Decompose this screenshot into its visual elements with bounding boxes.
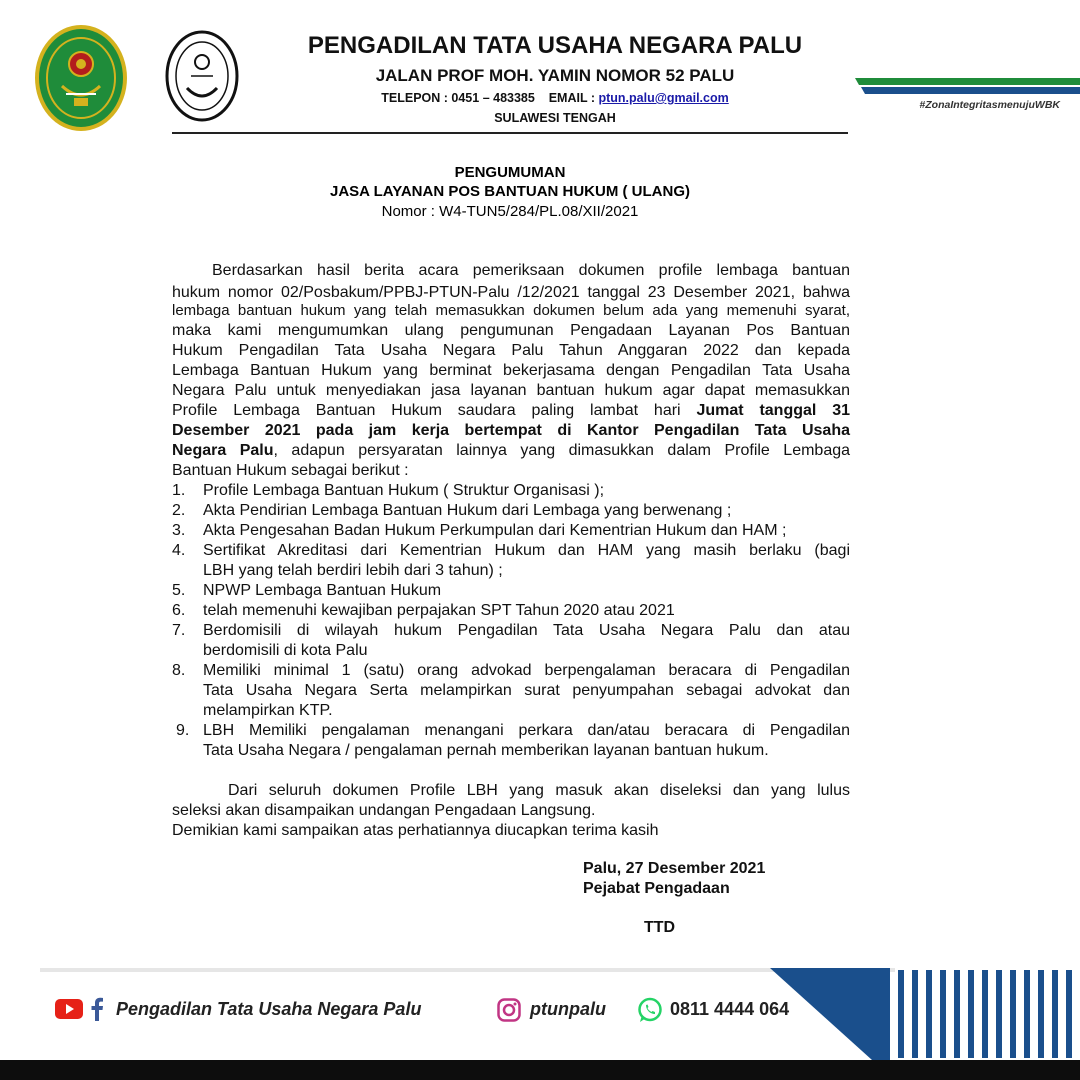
list-item: Berdomisili di wilayah hukum Pengadilan Tata Usaha Negara Palu dan atau bbox=[203, 622, 850, 639]
institution-region: SULAWESI TENGAH bbox=[494, 111, 616, 125]
list-number: 6. bbox=[172, 602, 186, 619]
list-item: Sertifikat Akreditasi dari Kementrian Hukum dan HAM yang masih berlaku (bagi bbox=[203, 542, 850, 559]
accent-stripes-top bbox=[855, 78, 1080, 94]
court-logo-emblem bbox=[34, 24, 128, 132]
whatsapp-icon[interactable] bbox=[637, 997, 663, 1023]
list-item-continuation: LBH yang telah berdiri lebih dari 3 tahun) ; bbox=[203, 562, 503, 579]
email-link[interactable]: ptun.palu@gmail.com bbox=[598, 91, 729, 105]
footer-bottom-bar bbox=[0, 1060, 1080, 1080]
court-seal bbox=[165, 30, 239, 122]
list-number: 4. bbox=[172, 542, 186, 559]
body-text: , adapun persyaratan lainnya yang dimasukkan dalam Profile Lembaga bbox=[273, 442, 851, 459]
footer-divider bbox=[40, 968, 895, 972]
body-line: Berdasarkan hasil berita acara pemeriksaan dokumen profile lembaga bantuan bbox=[212, 262, 850, 279]
hashtag-text: #ZonaIntegritasmenujuWBK bbox=[919, 99, 1060, 111]
announcement-subtitle: JASA LAYANAN POS BANTUAN HUKUM ( ULANG) bbox=[329, 183, 690, 200]
facebook-page-name[interactable]: Pengadilan Tata Usaha Negara Palu bbox=[116, 999, 422, 1019]
list-number: 3. bbox=[172, 522, 186, 539]
accent-stripes-bottom bbox=[770, 968, 1080, 1060]
list-item: NPWP Lembaga Bantuan Hukum bbox=[203, 582, 442, 599]
list-item: Profile Lembaga Bantuan Hukum ( Struktur Organisasi ); bbox=[203, 482, 605, 499]
closing-line: Demikian kami sampaikan atas perhatiannya diucapkan terima kasih bbox=[172, 822, 659, 839]
body-line: maka kami mengumumkan ulang pengumunan Pengadaan Layanan Pos Bantuan bbox=[172, 322, 850, 339]
list-number: 2. bbox=[172, 502, 186, 519]
body-line: Lembaga Bantuan Hukum yang berminat bekerjasama dengan Pengadilan Tata Usaha bbox=[172, 362, 850, 379]
header-divider bbox=[172, 132, 848, 134]
institution-name: PENGADILAN TATA USAHA NEGARA PALU bbox=[307, 32, 803, 59]
list-item-continuation: berdomisili di kota Palu bbox=[203, 642, 368, 659]
youtube-icon[interactable] bbox=[55, 999, 83, 1019]
signature-place-date: Palu, 27 Desember 2021 bbox=[583, 860, 766, 877]
list-number: 5. bbox=[172, 582, 186, 599]
institution-address: JALAN PROF MOH. YAMIN NOMOR 52 PALU bbox=[375, 66, 735, 85]
emblem-icon bbox=[34, 24, 128, 132]
announcement-title: PENGUMUMAN bbox=[454, 164, 566, 181]
body-line: Negara Palu untuk menyediakan jasa layanan bantuan hukum agar dapat memasukkan bbox=[172, 382, 850, 399]
list-number: 1. bbox=[172, 482, 186, 499]
list-item-continuation: melampirkan KTP. bbox=[203, 702, 333, 719]
list-item: Memiliki minimal 1 (satu) orang advokad berpengalaman beracara di Pengadilan bbox=[203, 662, 850, 679]
body-line: Dari seluruh dokumen Profile LBH yang masuk akan diseleksi dan yang lulus bbox=[228, 782, 850, 799]
institution-contact bbox=[305, 91, 805, 105]
list-number: 9. bbox=[176, 722, 190, 739]
signature-ttd: TTD bbox=[644, 919, 676, 936]
contact-prefix: TELEPON : 0451 – 483385 EMAIL : bbox=[381, 91, 599, 105]
list-number: 8. bbox=[172, 662, 186, 679]
signature-position: Pejabat Pengadaan bbox=[583, 880, 730, 897]
body-line bbox=[172, 441, 850, 461]
body-line bbox=[172, 421, 850, 441]
list-item: Akta Pengesahan Badan Hukum Perkumpulan dari Kementrian Hukum dan HAM ; bbox=[203, 522, 787, 539]
deadline-location-text: Desember 2021 pada jam kerja bertempat di Kantor Pengadilan Tata Usaha bbox=[172, 422, 850, 439]
facebook-icon[interactable] bbox=[90, 997, 104, 1021]
body-line: Bantuan Hukum sebagai berikut : bbox=[172, 462, 409, 479]
list-item-continuation: Tata Usaha Negara / pengalaman pernah memberikan layanan bantuan hukum. bbox=[203, 742, 769, 759]
body-line: seleksi akan disampaikan undangan Pengadaan Langsung. bbox=[172, 802, 596, 819]
announcement-number: Nomor : W4-TUN5/284/PL.08/XII/2021 bbox=[381, 203, 639, 220]
instagram-icon[interactable] bbox=[497, 998, 521, 1022]
body-text: Profile Lembaga Bantuan Hukum saudara paling lambat hari bbox=[172, 402, 697, 419]
body-line: lembaga bantuan hukum yang telah memasukkan dokumen belum ada yang memenuhi syarat, bbox=[172, 302, 850, 319]
list-item: telah memenuhi kewajiban perpajakan SPT Tahun 2020 atau 2021 bbox=[203, 602, 675, 619]
body-line: Hukum Pengadilan Tata Usaha Negara Palu Tahun Anggaran 2022 dan kepada bbox=[172, 342, 850, 359]
deadline-text: Jumat tanggal 31 bbox=[696, 402, 850, 419]
list-number: 7. bbox=[172, 622, 186, 639]
list-item: Akta Pendirian Lembaga Bantuan Hukum dari Lembaga yang berwenang ; bbox=[203, 502, 732, 519]
list-item-continuation: Tata Usaha Negara Serta melampirkan surat penyumpahan sebagai advokat dan bbox=[203, 682, 850, 699]
body-line: hukum nomor 02/Posbakum/PPBJ-PTUN-Palu /12/2021 tanggal 23 Desember 2021, bahwa bbox=[172, 284, 850, 301]
seal-icon bbox=[165, 30, 239, 122]
instagram-handle[interactable]: ptunpalu bbox=[530, 999, 606, 1019]
list-item: LBH Memiliki pengalaman menangani perkara dan/atau beracara di Pengadilan bbox=[203, 722, 850, 739]
whatsapp-number[interactable]: 0811 4444 064 bbox=[670, 999, 790, 1019]
body-line bbox=[172, 401, 850, 421]
location-text: Negara Palu bbox=[172, 442, 274, 459]
